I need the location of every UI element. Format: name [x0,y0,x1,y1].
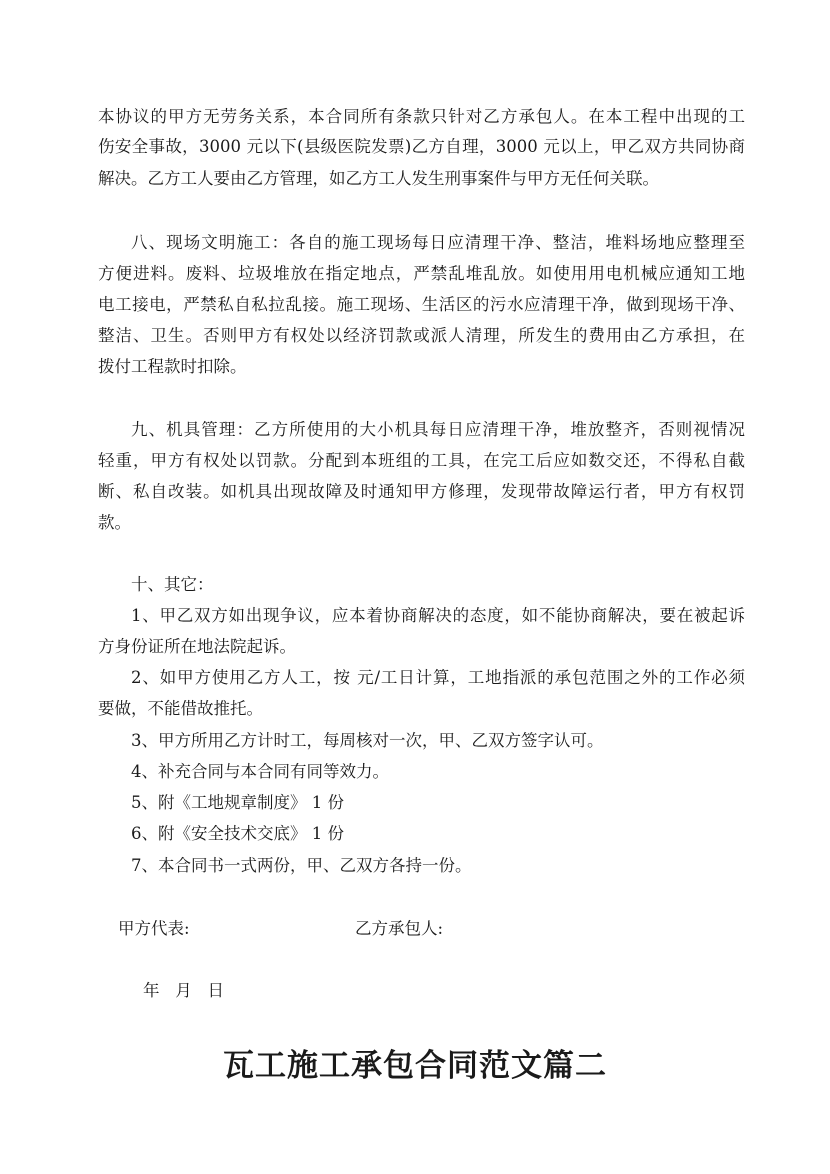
list-item: 2、如甲方使用乙方人工，按 元/工日计算，工地指派的承包范围之外的工作必须 [131,668,745,687]
section-9-line: 九、机具管理：乙方所使用的大小机具每日应清理干净，堆放整齐，否则视情况 [131,420,745,439]
section-8-line: 八、现场文明施工：各自的施工现场每日应清理干净、整洁，堆料场地应整理至 [131,233,745,252]
text-line: 方便进料。废料、垃圾堆放在指定地点，严禁乱堆乱放。如使用用电机械应通知工地 [98,264,745,283]
text-line: 本协议的甲方无劳务关系，本合同所有条款只针对乙方承包人。在本工程中出现的工 [98,107,745,126]
party-a-signature-label: 甲方代表: [118,919,190,938]
date-label: 年 月 日 [143,981,224,1000]
list-item: 5、附《工地规章制度》 1 份 [131,793,344,812]
list-item: 7、本合同书一式两份，甲、乙双方各持一份。 [131,856,472,875]
section-title: 瓦工施工承包合同范文篇二 [223,1048,607,1084]
list-item: 1、甲乙双方如出现争议，应本着协商解决的态度，如不能协商解决，要在被起诉 [131,606,745,625]
list-item: 3、甲方所用乙方计时工，每周核对一次，甲、乙双方签字认可。 [131,731,604,750]
text-line: 断、私自改装。如机具出现故障及时通知甲方修理，发现带故障运行者，甲方有权罚 [98,482,745,501]
text-line: 解决。乙方工人要由乙方管理，如乙方工人发生刑事案件与甲方无任何关联。 [98,169,659,188]
text-line: 整洁、卫生。否则甲方有权处以经济罚款或派人清理，所发生的费用由乙方承担，在 [98,326,745,345]
text-line: 电工接电，严禁私自私拉乱接。施工现场、生活区的污水应清理干净，做到现场干净、 [98,295,745,314]
text-line: 款。 [98,513,131,532]
text-line: 轻重，甲方有权处以罚款。分配到本班组的工具，在完工后应如数交还，不得私自截 [98,451,745,470]
section-10-heading: 十、其它： [131,575,214,594]
text-line: 方身份证所在地法院起诉。 [98,637,296,656]
list-item: 6、附《安全技术交底》 1 份 [131,824,344,843]
list-item: 4、补充合同与本合同有同等效力。 [131,762,389,781]
text-line: 要做，不能借故推托。 [98,699,263,718]
text-line: 拨付工程款时扣除。 [98,357,247,376]
text-line: 伤安全事故，3000 元以下(县级医院发票)乙方自理，3000 元以上，甲乙双方共同协商 [98,137,745,156]
party-b-signature-label: 乙方承包人: [355,919,444,938]
